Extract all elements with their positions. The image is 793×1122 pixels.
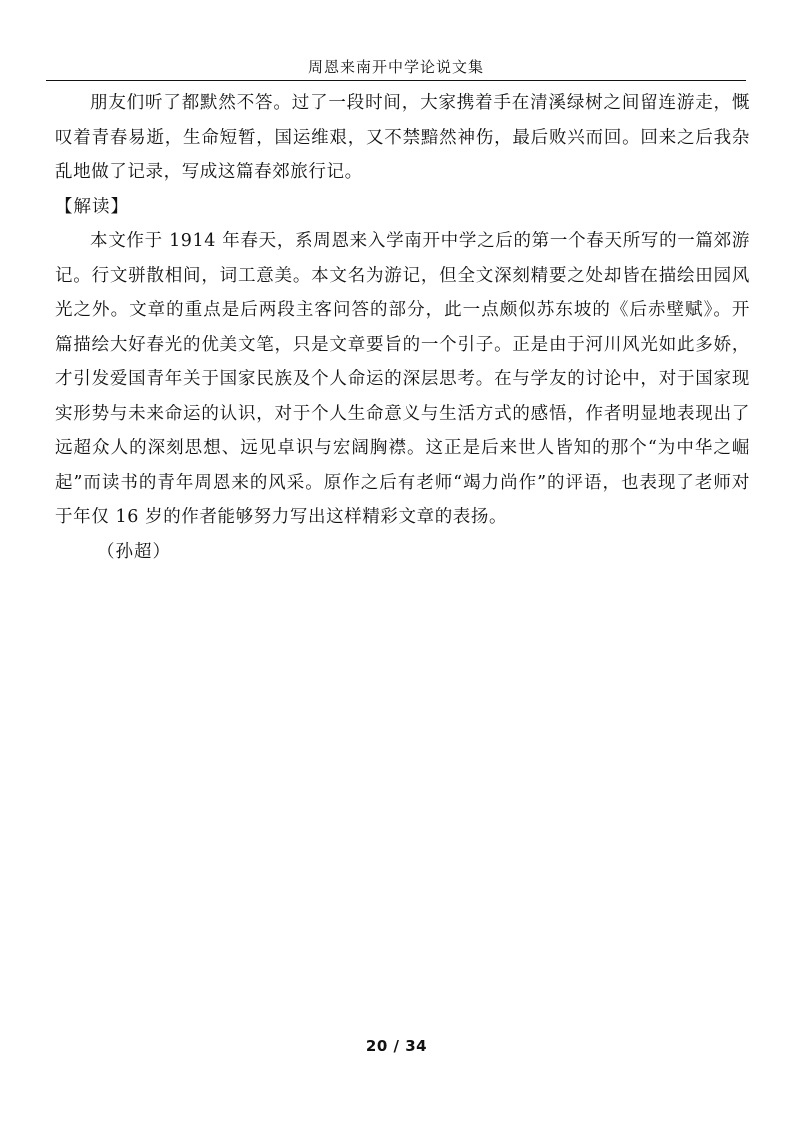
closing-paragraph: 朋友们听了都默然不答。过了一段时间，大家携着手在清溪绿树之间留连游走，慨叹着青春易逝，生命短暂，国运维艰，又不禁黯然神伤，最后败兴而回。回来之后我杂乱地做了记录，写成这篇春郊旅行记。 [55,93,750,182]
page-number: 20 / 34 [365,1037,428,1055]
commentary-paragraph: 本文作于 1914 年春天，系周恩来入学南开中学之后的第一个春天所写的一篇郊游记。行文骈散相间，词工意美。本文名为游记，但全文深刻精要之处却皆在描绘田园风光之外。文章的重点是后两段主客问答的部分，此一点颇似苏东坡的《后赤壁赋》。开篇描绘大好春光的优美文笔，只是文章要旨的一个引子。正是由于河川风光如此多娇，才引发爱国青年关于国家民族及个人命运的深层思考。在与学友的讨论中，对于国家现实形势与未来命运的认识，对于个人生命意义与生活方式的感悟，作者明显地表现出了远超众人的深刻思想、远见卓识与宏阔胸襟。这正是后来世人皆知的那个“为中华之崛起”而读书的青年周恩来的风采。原作之后有老师“竭力尚作”的评语，也表现了老师对于年仅 16 岁的作者能够努力写出这样精彩文章的表扬。 [55,231,750,527]
commentary-heading: 【解读】 [55,196,129,217]
author-signature: （孙超） [97,541,171,562]
page-header-title: 周恩来南开中学论说文集 [307,58,484,76]
document-body [55,86,750,569]
header-divider [46,80,746,81]
